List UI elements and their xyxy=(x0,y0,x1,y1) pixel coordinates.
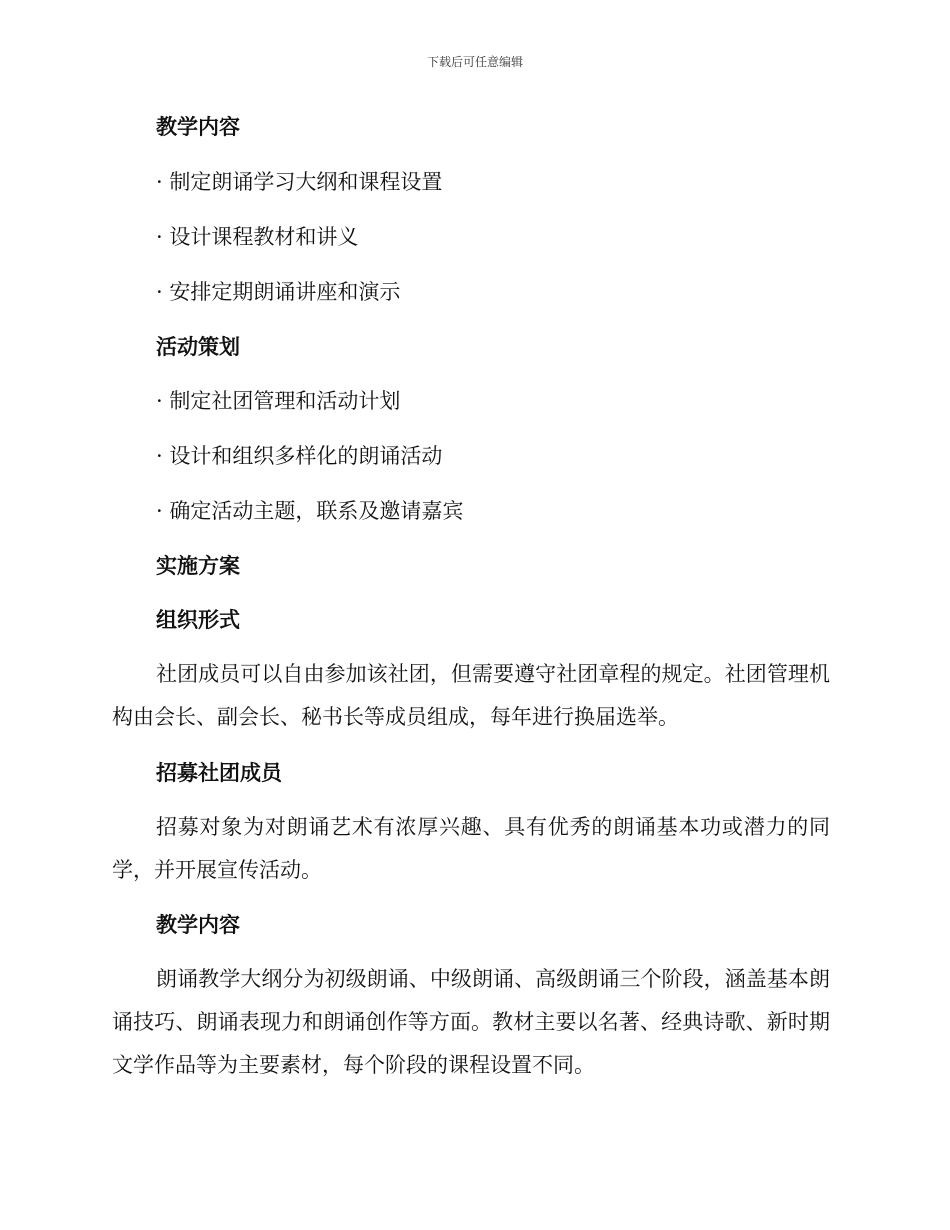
bullet-item-activity-1: · 制定社团管理和活动计划 xyxy=(156,389,401,413)
section-heading-teaching-content: 教学内容 xyxy=(156,912,240,937)
section-heading-activity: 活动策划 xyxy=(156,334,240,359)
page-header: 下载后可任意编辑 xyxy=(426,55,523,69)
paragraph-teaching: 朗诵教学大纲分为初级朗诵、中级朗诵、高级朗诵三个阶段，涵盖基本朗诵技巧、朗诵表现力和朗诵创作等方面。教材主要以名著、经典诗歌、新时期文学作品等为主要素材，每个阶段的课程设置不同。 xyxy=(112,967,830,1077)
bullet-item-teaching-2: · 设计课程教材和讲义 xyxy=(156,225,359,249)
paragraph-recruit: 招募对象为对朗诵艺术有浓厚兴趣、具有优秀的朗诵基本功或潜力的同学，并开展宣传活动。 xyxy=(112,815,830,882)
bullet-item-teaching-1: · 制定朗诵学习大纲和课程设置 xyxy=(156,170,443,194)
bullet-item-activity-3: · 确定活动主题，联系及邀请嘉宾 xyxy=(156,499,464,523)
section-heading-recruit: 招募社团成员 xyxy=(156,760,282,785)
bullet-item-activity-2: · 设计和组织多样化的朗诵活动 xyxy=(156,444,443,468)
bullet-item-teaching-3: · 安排定期朗诵讲座和演示 xyxy=(156,280,401,304)
paragraph-organization: 社团成员可以自由参加该社团，但需要遵守社团章程的规定。社团管理机构由会长、副会长、秘书长等成员组成，每年进行换届选举。 xyxy=(112,662,830,729)
section-heading-organization: 组织形式 xyxy=(156,607,240,632)
section-heading-teaching: 教学内容 xyxy=(156,114,240,139)
section-heading-implementation: 实施方案 xyxy=(156,553,240,578)
